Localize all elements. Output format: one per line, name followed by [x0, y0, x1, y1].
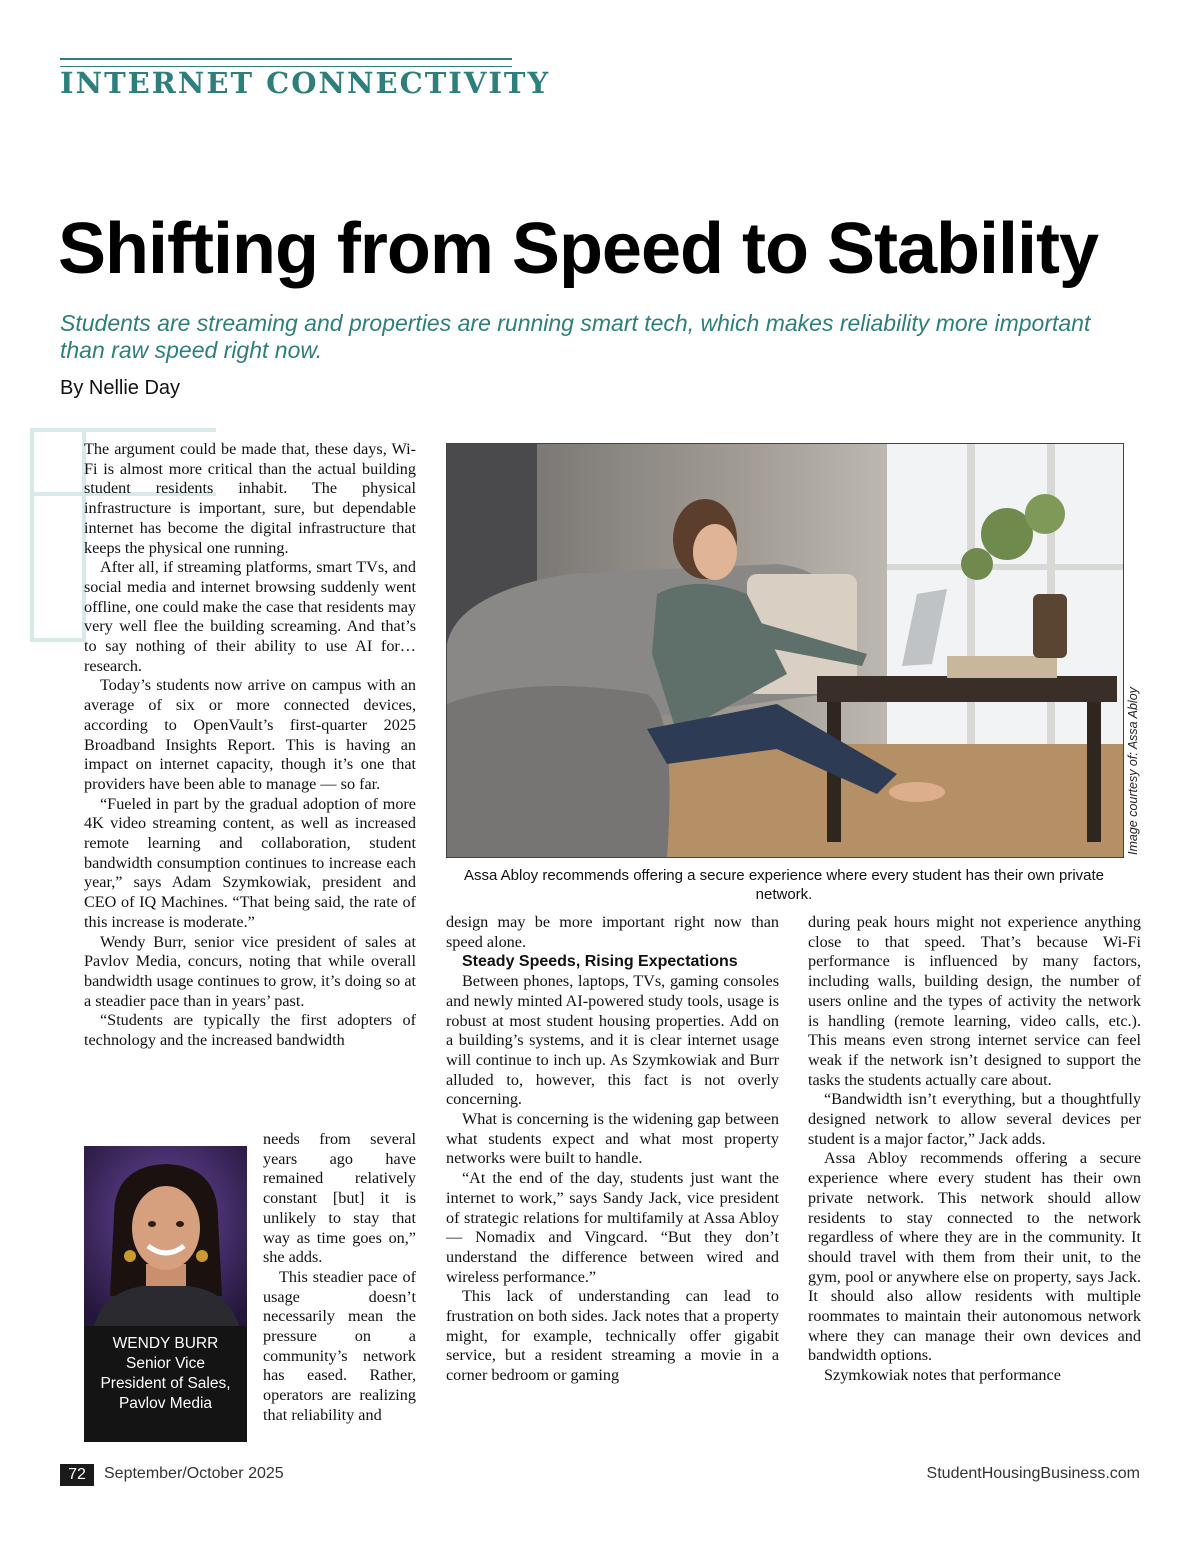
portrait-wendy-burr [84, 1146, 247, 1442]
paragraph: Today’s students now arrive on campus with an average of six or more connected devices, according to OpenVault’s first-quarter 2025 Broadband Insights Report. This is having an impact on internet capacity, though it’s one that providers have been able to manage — so far. [84, 676, 416, 793]
paragraph: Wendy Burr, senior vice president of sales at Pavlov Media, concurs, noting that while overall bandwidth usage continues to grow, it’s doing so at a steadier pace than in years’ past. [84, 932, 416, 1010]
paragraph: Assa Abloy recommends offering a secure experience where every student has their own private network. This network should allow residents to stay connected to the network regardless of where they are in the community. It should travel with them from their unit, to the gym, pool or anywhere else on property, says Jack. It should also allow residents with multiple roommates to maintain their autonomous network where they can manage their own devices and bandwidth options. [808, 1149, 1141, 1365]
dek: Students are streaming and properties are running smart tech, which makes reliability more important than raw speed right now. [60, 310, 1091, 363]
paragraph: This lack of understanding can lead to frustration on both sides. Jack notes that a property might, for example, technically offer gigabit service, but a resident streaming a movie in a corner bedroom or gaming [446, 1287, 779, 1385]
decorative-bracket [30, 428, 86, 642]
paragraph: “Bandwidth isn’t everything, but a thoughtfully designed network to allow several devices per student is a major factor,” Jack adds. [808, 1090, 1141, 1148]
photo-caption: Assa Abloy recommends offering a secure experience where every student has their own private network. [463, 867, 1105, 903]
portrait-title: President of Sales, [100, 1375, 231, 1392]
photo-credit: Image courtesy of: Assa Abloy [1126, 687, 1140, 855]
page-number: 72 [60, 1464, 94, 1486]
portrait-name: WENDY BURR [112, 1335, 219, 1352]
byline: By Nellie Day [60, 377, 181, 399]
paragraph: needs from several years ago have remained relatively constant [but] it is unlikely to stay that way as time goes on,” she adds. [263, 1130, 416, 1267]
section-label: INTERNET CONNECTIVITY [60, 66, 551, 100]
paragraph: “Fueled in part by the gradual adoption of more 4K video streaming content, as well as increased remote learning and collaboration, student bandwidth consumption continues to increase each year,” says Adam Szymkowiak, president and CEO of IQ Machines. “That being said, the rate of this increase is moderate.” [84, 794, 416, 931]
issue-date: September/October 2025 [104, 1465, 284, 1482]
paragraph: Between phones, laptops, TVs, gaming consoles and newly minted AI-powered study tools, usage is robust at most student housing properties. Add on a building’s systems, and it is clear internet usage will continue to inch up. As Szymkowiak and Burr alluded to, however, this fact is not overly concerning. [446, 972, 779, 1109]
article-column-1 [84, 440, 416, 1051]
paragraph: What is concerning is the widening gap between what students expect and what most property networks were built to handle. [446, 1110, 779, 1168]
paragraph: This steadier pace of usage doesn’t necessarily mean the pressure on a community’s network has eased. Rather, operators are realizing that reliability and [263, 1267, 416, 1424]
article-column-1-wrap [263, 1130, 416, 1426]
student-laptop-photo [447, 444, 1123, 857]
feature-photo [446, 443, 1124, 858]
paragraph: during peak hours might not experience anything close to that speed. That’s because Wi-Fi performance is influenced by many factors, including walls, building design, the number of users online and the types of activity the network is handling (remote learning, video calls, etc.). This means even strong internet service can feel weak if the network isn’t designed to support the tasks the students actually care about. [808, 913, 1141, 1089]
paragraph: The argument could be made that, these days, Wi-Fi is almost more critical than the actual building student residents inhabit. The physical infrastructure is important, sure, but dependable internet has become the digital infrastructure that keeps the physical one running. [84, 440, 416, 557]
subhead: Steady Speeds, Rising Expectations [462, 953, 738, 971]
paragraph: “Students are typically the first adopters of technology and the increased bandwidth [84, 1011, 416, 1050]
article-column-3 [808, 913, 1141, 1386]
article-column-2 [446, 913, 779, 1386]
paragraph: “At the end of the day, students just want the internet to work,” says Sandy Jack, vice president of strategic relations for multifamily at Assa Abloy — Nomadix and Vingcard. “But they don’t understand the difference between wired and wireless performance.” [446, 1169, 779, 1286]
paragraph: design may be more important right now than speed alone. [446, 913, 779, 951]
headline: Shifting from Speed to Stability [58, 209, 1099, 289]
portrait-image [84, 1146, 247, 1326]
portrait-company: Pavlov Media [118, 1395, 213, 1412]
paragraph: After all, if streaming platforms, smart TVs, and social media and internet browsing suddenly went offline, one could make the case that residents may very well flee the building screaming. And that’s to say nothing of their ability to use AI for…research. [84, 558, 416, 675]
portrait-caption [84, 1334, 247, 1414]
site-url: StudentHousingBusiness.com [926, 1465, 1140, 1482]
portrait-title: Senior Vice [126, 1355, 205, 1372]
paragraph: Szymkowiak notes that performance [824, 1366, 1061, 1385]
